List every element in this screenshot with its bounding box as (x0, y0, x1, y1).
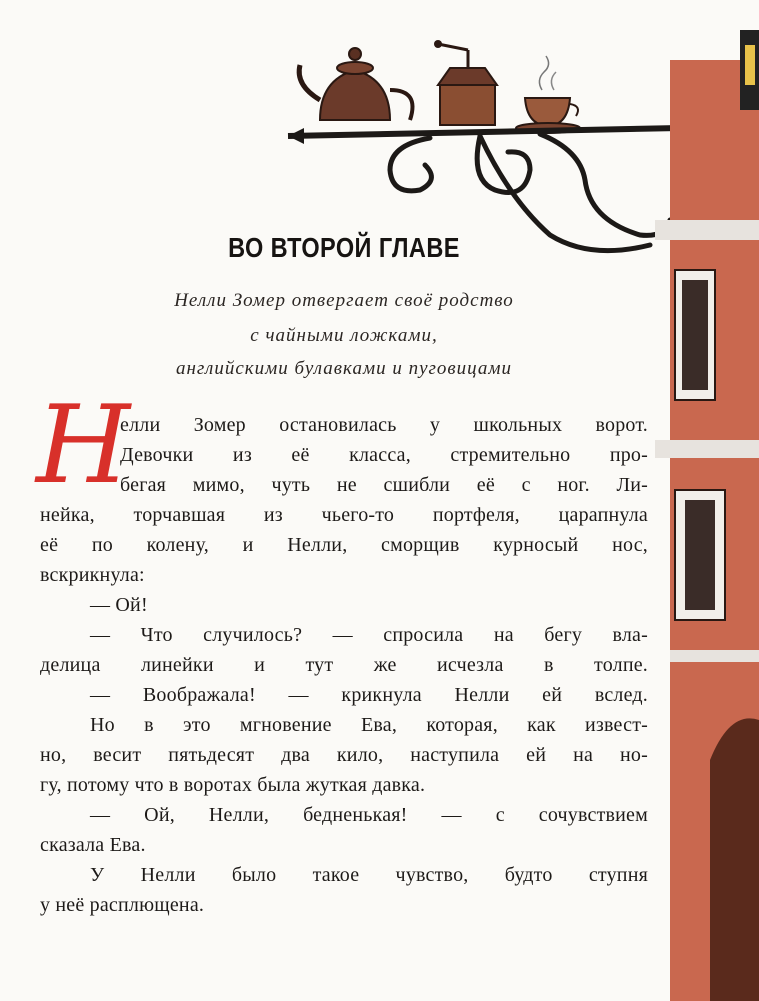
chapter-title: ВО ВТОРОЙ ГЛАВЕ (228, 232, 460, 263)
body-line: сказала Ева. (40, 834, 146, 856)
subtitle-line-2: с чайными ложками, (250, 325, 438, 346)
body-line: делица линейки и тут же исчезла в толпе. (40, 654, 648, 676)
body-line: её по колену, и Нелли, сморщив курносый нос, (40, 534, 648, 556)
drop-cap: Н (36, 383, 131, 508)
body-line: вскрикнула: (40, 564, 145, 586)
body-line: — Что случилось? — спросила на бегу вла- (90, 624, 648, 646)
body-line: Но в это мгновение Ева, которая, как извест- (90, 714, 648, 736)
hanging-sign-illustration (280, 20, 680, 260)
cup-icon (516, 56, 580, 133)
teapot-icon (299, 48, 412, 120)
body-line: — Ой, Нелли, бедненькая! — с сочувствием (90, 804, 648, 826)
subtitle-line-1: Нелли Зомер отвергает своё родство (174, 290, 514, 311)
building-illustration (650, 30, 759, 1001)
body-line: елли Зомер остановилась у школьных ворот. (120, 414, 648, 436)
body-line: бегая мимо, чуть не сшибли её с ног. Ли- (120, 474, 648, 496)
body-line: но, весит пятьдесят два кило, наступила ей на но- (40, 744, 648, 766)
body-line: нейка, торчавшая из чьего-то портфеля, царапнула (40, 504, 648, 526)
body-line: гу, потому что в воротах была жуткая давка. (40, 774, 426, 796)
coffee-grinder-icon (434, 40, 497, 125)
body-line: У Нелли было такое чувство, будто ступня (90, 864, 648, 886)
body-line: Девочки из её класса, стремительно про- (120, 444, 648, 466)
body-line: — Ой! (90, 594, 148, 616)
body-line: — Воображала! — крикнула Нелли ей вслед. (90, 684, 648, 706)
subtitle-line-3: английскими булавками и пуговицами (175, 358, 513, 379)
body-line: у неё расплющена. (40, 894, 205, 916)
